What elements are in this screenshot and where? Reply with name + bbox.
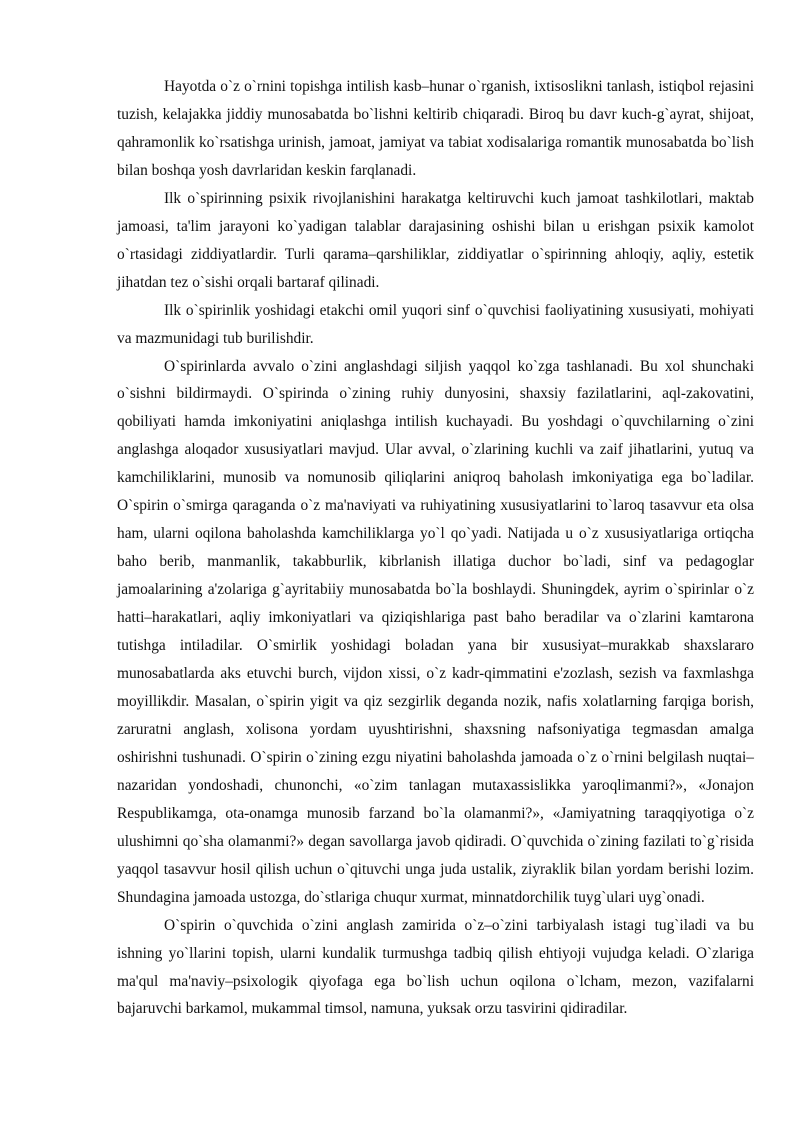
paragraph-1: Hayotda o`z o`rnini topishga intilish kasb–hunar o`rganish, ixtisoslikni tanlash, istiqbol rejasini tuzish, kelajakka jiddiy munosabatda bo`lishni keltirib chiqaradi. Biroq bu davr kuch-g`ayrat, shijoat, qahramonlik ko`rsatishga urinish, jamoat, jamiyat va tabiat xodisalariga romantik munosabatda bo`lish bilan boshqa yosh davrlaridan keskin farqlanadi. — [117, 78, 754, 179]
paragraph-5: O`spirin o`quvchida o`zini anglash zamirida o`z–o`zini tarbiyalash istagi tug`iladi va bu ishning yo`llarini topish, ularni kundalik turmushga tadbiq qilish ehtiyoji vujudga keladi. O`zlariga ma'qul ma'naviy–psixologik qiyofaga ega bo`lish uchun oqilona o`lcham, mezon, vazifalarni bajaruvchi barkamol, mukammal timsol, namuna, yuksak orzu tasvirini qidiradilar. — [117, 916, 754, 1018]
paragraph-2: Ilk o`spirinning psixik rivojlanishini harakatga keltiruvchi kuch jamoat tashkilotlari, maktab jamoasi, ta'lim jarayoni ko`yadigan talablar darajasining oshishi bilan u erishgan psixik kamolot o`rtasidagi ziddiyatlardir. Turli qarama–qarshiliklar, ziddiyatlar o`spirinning ahloqiy, aqliy, estetik jihatdan tez o`sishi orqali bartaraf qilinadi. — [117, 189, 754, 291]
paragraph-3: Ilk o`spirinlik yoshidagi etakchi omil yuqori sinf o`quvchisi faoliyatining xususiyati, mohiyati va mazmunidagi tub burilishdir. — [117, 301, 754, 347]
document-page — [117, 73, 754, 1023]
paragraph-4: O`spirinlarda avvalo o`zini anglashdagi siljish yaqqol ko`zga tashlanadi. Bu xol shunchaki o`sishni bildirmaydi. O`spirinda o`zining ruhiy dunyosini, shaxsiy fazilatlarini, aql-zakovatini, qobiliyati hamda imkoniyatini aniqlashga intilish kuchayadi. Bu yoshdagi o`quvchilarning o`zini anglashga aloqador xususiyatlari mavjud. Ular avval, o`zlarining kuchli va zaif jihatlarini, yutuq va kamchiliklarini, munosib va nomunosib qiliqlarini aniqroq baholash imkoniyatiga ega bo`ladilar. O`spirin o`smirga qaraganda o`z ma'naviyati va ruhiyatining xususiyatlarini to`laroq tasavvur eta olsa ham, ularni oqilona baholashda kamchiliklarga yo`l qo`yadi. Natijada u o`z xususiyatlariga ortiqcha baho berib, manmanlik, takabburlik, kibrlanish illatiga duchor bo`ladi, sinf va pedagoglar jamoalarining a'zolariga g`ayritabiiy munosabatda bo`la boshlaydi. Shuningdek, ayrim o`spirinlar o`z hatti–harakatlari, aqliy imkoniyatlari va qiziqishlariga past baho beradilar va o`zlarini kamtarona tutishga intiladilar. O`smirlik yoshidagi boladan yana bir xususiyat–murakkab shaxslararo munosabatlarda aks etuvchi burch, vijdon xissi, o`z kadr-qimmatini e'zozlash, sezish va faxmlashga moyillikdir. Masalan, o`spirin yigit va qiz sezgirlik deganda nozik, nafis xolatlarning farqiga borish, zaruratni anglash, xolisona yordam uyushtirishni, shaxsning nafsoniyatiga tegmasdan amalga oshirishni tushunadi. O`spirin o`zining ezgu niyatini baholashda jamoada o`z o`rnini belgilash nuqtai–nazaridan yondoshadi, chunonchi, «o`zim tanlagan mutaxassislikka yaroqlimanmi?», «Jonajon Respublikamga, ota-onamga munosib farzand bo`la olamanmi?», «Jamiyatning taraqqiyotiga o`z ulushimni qo`sha olamanmi?» degan savollarga javob qidiradi. O`quvchida o`zining fazilati to`g`risida yaqqol tasavvur hosil qilish uchun o`qituvchi unga juda ustalik, ziyraklik bilan yordam berishi lozim. Shundagina jamoada ustozga, do`stlariga chuqur xurmat, minnatdorchilik tuyg`ulari uyg`onadi. — [117, 357, 754, 906]
